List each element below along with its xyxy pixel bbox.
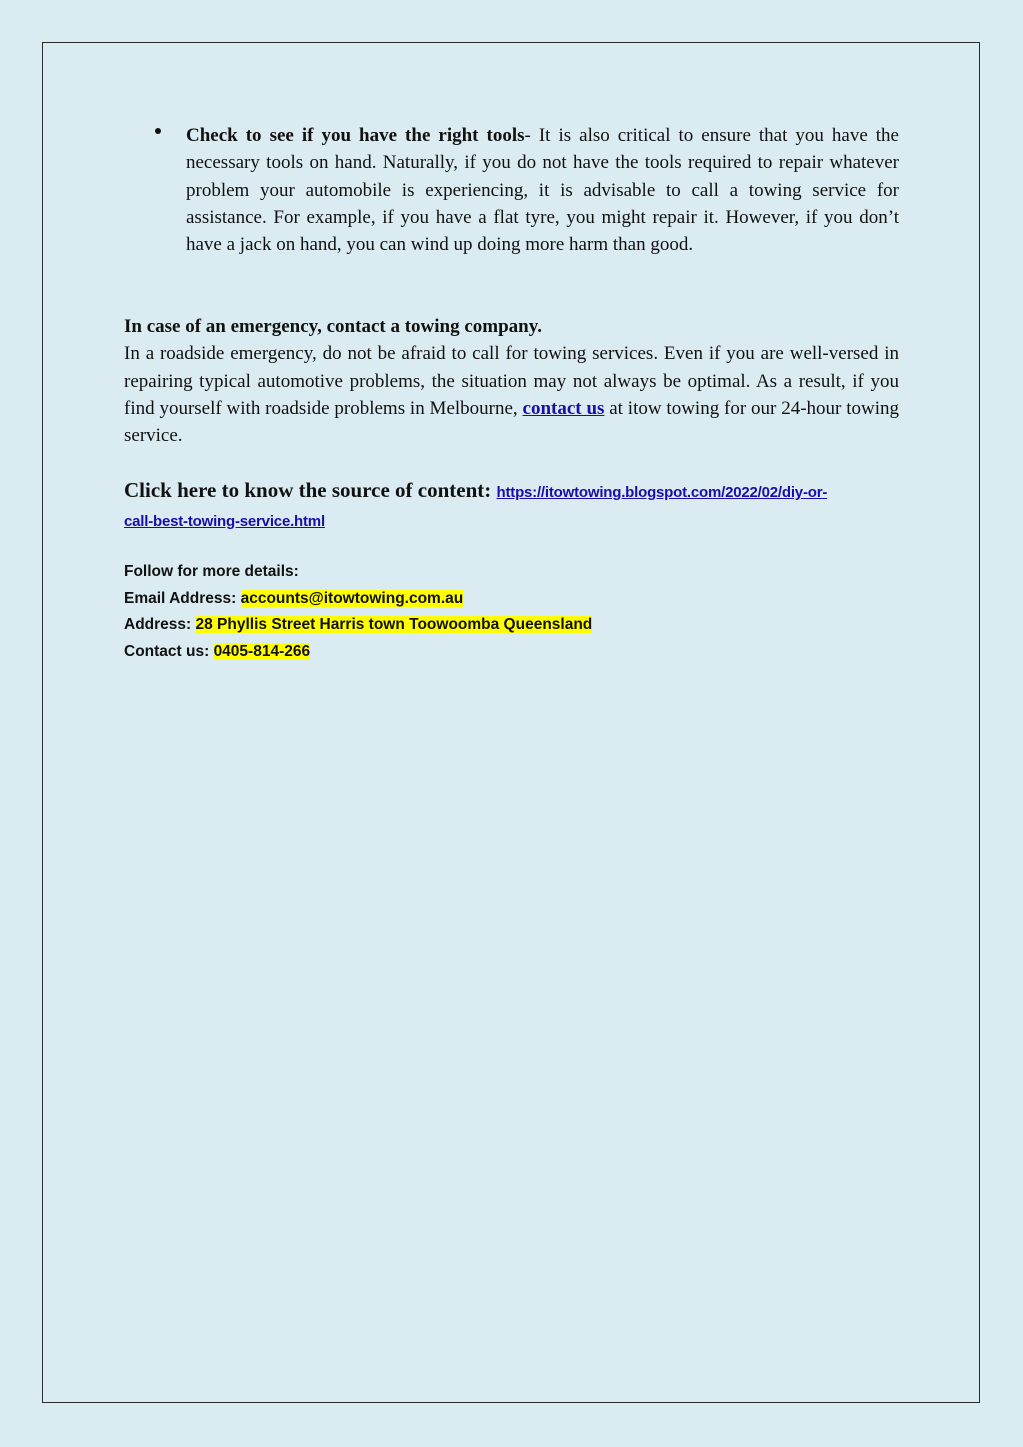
emergency-heading: In case of an emergency, contact a towing company. [124,316,542,337]
emergency-body-start: In a roadside emergency, do not be afraid to call for towing services. Even if you are well-versed in repairing typical automotive problems, the situation may not always be optimal. As a result, if you find yourself with roadside problems in Melbourne, [124,343,899,419]
bullet-icon [155,122,161,140]
source-label: Click here to know the source of content: [124,478,497,502]
phone-value[interactable]: 0405-814-266 [213,642,311,660]
email-value[interactable]: accounts@itowtowing.com.au [240,589,464,607]
contact-us-link[interactable]: contact us [522,397,605,419]
phone-label: Contact us: [124,642,214,660]
bullet-body: - It is also critical to ensure that you have the necessary tools on hand. Naturally, if you do not have the tools required to repair whatever problem your automobile is experiencing, it is advisable to call a towing service for assistance. For example, if you have a flat tyre, you might repair it. However, if you don’t have a jack on hand, you can wind up doing more harm than good. [186,125,899,256]
email-row [124,586,592,613]
emergency-section [124,313,899,449]
source-url-line1: https://itowtowing.blogspot.com/2022/02/diy-or- [496,484,828,501]
phone-row [124,639,592,666]
source-section [124,477,899,535]
bullet-title: Check to see if you have the right tools [186,125,525,146]
address-value: 28 Phyllis Street Harris town Toowoomba Queensland [195,616,593,633]
address-label: Address: [124,616,196,633]
bullet-tools-paragraph [186,122,899,258]
contact-details [124,559,592,665]
details-heading: Follow for more details: [124,563,299,580]
source-url-line2: call-best-towing-service.html [124,513,325,530]
address-row [124,612,592,639]
emergency-body-end: at itow towing for our 24-hour towing service. [124,397,899,447]
email-label: Email Address: [124,589,241,607]
